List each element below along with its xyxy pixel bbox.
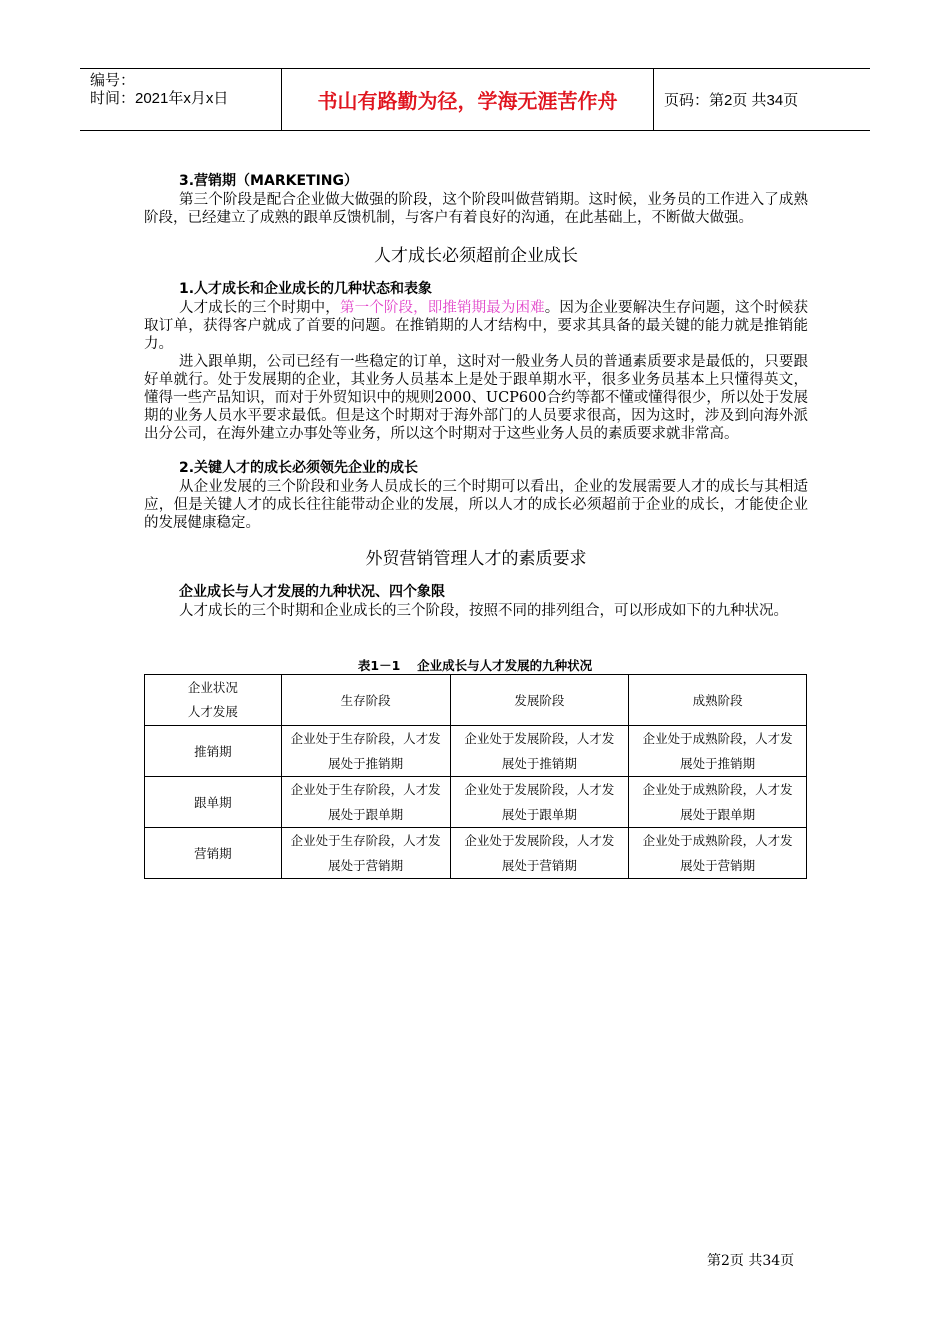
- cell-line: 展处于跟单期: [680, 807, 756, 822]
- table-caption: 表1－1 企业成长与人才发展的九种状况: [357, 658, 593, 673]
- part1-heading: 1.人才成长和企业成长的几种状态和表象: [179, 281, 433, 297]
- section-title-quality-requirements: 外贸营销管理人才的素质要求: [365, 549, 587, 569]
- cell-line: 企业处于发展阶段，人才发: [464, 731, 615, 746]
- header-page-code: [664, 69, 870, 130]
- table-row: [145, 726, 807, 777]
- cell-line: 企业处于生存阶段，人才发: [290, 782, 441, 797]
- row-label: 营销期: [145, 828, 282, 879]
- cell-line: 企业处于成熟阶段，人才发: [642, 782, 793, 797]
- part1-paragraph-2: 进入跟单期，公司已经有一些稳定的订单，这时对一般业务人员的普通素质要求是最低的，只要跟好单就行。处于发展期的企业，其业务人员基本上是处于跟单期水平，很多业务员基本上只懂得英文，懂得一些产品知识，而对于外贸知识中的规则2000、UCP600合约等都不懂或懂得很少，所以处于发展期的业务人员水平要求最低。但是这个时期对于海外部门的人员要求很高，因为这时，涉及到向海外派出分公司，在海外建立办事处等业务，所以这个时期对于这些业务人员的素质要求就非常高。: [144, 354, 808, 442]
- cell-line: 展处于推销期: [680, 756, 756, 771]
- document-body: [144, 172, 808, 620]
- table-corner-cell: [145, 675, 282, 726]
- table-cell: [281, 828, 450, 879]
- part3-paragraph: 人才成长的三个时期和企业成长的三个阶段，按照不同的排列组合，可以形成如下的九种状况。: [179, 603, 788, 619]
- part1-para1-b: 。因为企业要解决生存问题，这个时候获取订单，获得客户就成了首要的问题。在推销期的人才结构中，要求其具备的最关键的能力就是推销能力。: [144, 300, 809, 352]
- part1-para1-a: 人才成长的三个时期中，: [179, 300, 340, 316]
- table-cell: [450, 726, 629, 777]
- number-label: 编号：: [90, 72, 136, 89]
- section-title-talent-growth: 人才成长必须超前企业成长: [374, 246, 578, 266]
- cell-line: 展处于跟单期: [501, 807, 577, 822]
- table-row: [145, 777, 807, 828]
- nine-situations-table: [144, 674, 807, 879]
- cell-line: 展处于跟单期: [328, 807, 404, 822]
- cell-line: 企业处于生存阶段，人才发: [290, 731, 441, 746]
- row-label: 跟单期: [145, 777, 282, 828]
- cell-line: 企业处于成熟阶段，人才发: [642, 833, 793, 848]
- part3-heading: 企业成长与人才发展的九种状况、四个象限: [179, 584, 445, 600]
- cell-line: 企业处于发展阶段，人才发: [464, 782, 615, 797]
- cell-line: 企业处于发展阶段，人才发: [464, 833, 615, 848]
- section3-heading: 3.营销期（MARKETING）: [179, 173, 358, 189]
- cell-line: 企业处于生存阶段，人才发: [290, 833, 441, 848]
- table-cell: [281, 726, 450, 777]
- part2-heading: 2.关键人才的成长必须领先企业的成长: [179, 460, 419, 476]
- corner-top-label: 企业状况: [187, 680, 238, 695]
- time-label: 时间：2021年x月x日: [90, 90, 229, 107]
- header-motto: 书山有路勤为径，学海无涯苦作舟: [282, 69, 654, 130]
- header-meta: [80, 69, 282, 130]
- part1-paragraph-1: [144, 299, 808, 353]
- section3-paragraph: 第三个阶段是配合企业做大做强的阶段，这个阶段叫做营销期。这时候，业务员的工作进入了成熟阶段，已经建立了成熟的跟单反馈机制，与客户有着良好的沟通，在此基础上，不断做大做强。: [144, 192, 808, 226]
- page-footer: 第2页 共34页: [707, 1253, 795, 1269]
- column-header: 生存阶段: [281, 675, 450, 726]
- table-cell: [450, 777, 629, 828]
- table-cell: [629, 726, 807, 777]
- table-cell: [629, 828, 807, 879]
- table-cell: [629, 777, 807, 828]
- corner-bottom-label: 人才发展: [187, 704, 238, 719]
- column-header: 成熟阶段: [629, 675, 807, 726]
- part2-paragraph: 从企业发展的三个阶段和业务人员成长的三个时期可以看出，企业的发展需要人才的成长与其相适应，但是关键人才的成长往往能带动企业的发展，所以人才的成长必须超前于企业的成长，才能使企业的发展健康稳定。: [144, 479, 808, 531]
- cell-line: 展处于营销期: [501, 858, 577, 873]
- page-code-text: 页码：第2页 共34页: [664, 92, 799, 109]
- cell-line: 展处于推销期: [501, 756, 577, 771]
- column-header: 发展阶段: [450, 675, 629, 726]
- cell-line: 企业处于成熟阶段，人才发: [642, 731, 793, 746]
- table-cell: [281, 777, 450, 828]
- table-cell: [450, 828, 629, 879]
- row-label: 推销期: [145, 726, 282, 777]
- table-header-row: [145, 675, 807, 726]
- table-row: [145, 828, 807, 879]
- cell-line: 展处于推销期: [328, 756, 404, 771]
- highlight-text: 第一个阶段，即推销期最为困难: [339, 300, 545, 316]
- page-header: [80, 68, 870, 131]
- cell-line: 展处于营销期: [680, 858, 756, 873]
- cell-line: 展处于营销期: [328, 858, 404, 873]
